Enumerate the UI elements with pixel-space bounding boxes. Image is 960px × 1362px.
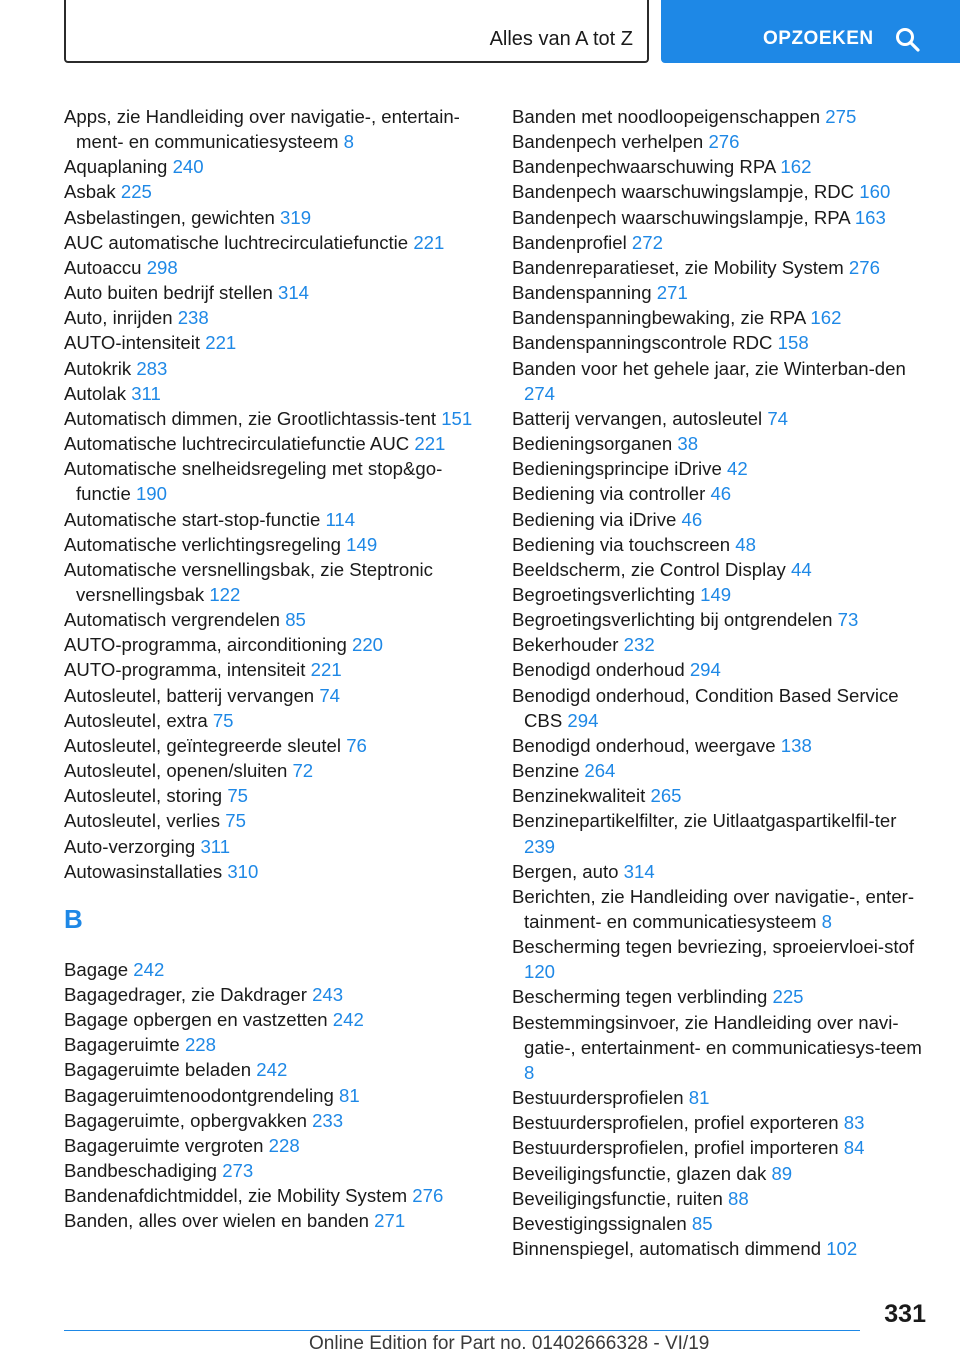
index-entry-text: Bagage opbergen en vastzetten: [64, 1009, 328, 1031]
index-entry-text: Bediening via iDrive: [512, 508, 677, 530]
page-link[interactable]: 114: [325, 508, 356, 530]
index-entry: [512, 1085, 932, 1110]
page-link[interactable]: 162: [810, 307, 842, 329]
index-entry-text: Bestemmingsinvoer, zie Handleiding over navi-gatie-, entertainment- en communicatiesys-teem: [512, 1011, 922, 1058]
page-link[interactable]: 314: [277, 282, 310, 304]
index-entry: [64, 708, 474, 733]
page-link[interactable]: 242: [332, 1009, 364, 1031]
index-entry-text: AUTO-programma, intensiteit: [64, 659, 306, 681]
index-entry: [512, 934, 932, 984]
index-entry-text: Bagage: [64, 958, 129, 980]
index-entry: [64, 758, 474, 783]
index-tab[interactable]: [64, 0, 649, 63]
index-entry-text: AUTO-intensiteit: [64, 332, 201, 354]
index-entry: [64, 733, 474, 758]
index-entry: [512, 1211, 932, 1236]
page-link[interactable]: 274: [524, 382, 556, 404]
index-entry-text: Bandenreparatieset, zie Mobility System: [512, 256, 844, 278]
page-link[interactable]: 265: [650, 785, 682, 807]
index-entry-text: Benodigd onderhoud, Condition Based Service CBS: [512, 684, 899, 731]
page-link[interactable]: 243: [312, 984, 344, 1005]
page-link[interactable]: 225: [120, 181, 152, 203]
page-link[interactable]: 102: [826, 1238, 858, 1260]
page-link[interactable]: 264: [584, 760, 616, 782]
index-entry-text: Banden met noodloopeigenschappen: [512, 106, 821, 127]
index-entry-text: Automatisch vergrendelen: [64, 609, 281, 631]
index-entry-text: Bedieningsorganen: [512, 433, 673, 455]
index-entry-text: Begroetingsverlichting bij ontgrendelen: [512, 609, 833, 631]
index-entry-text: Auto, inrijden: [64, 307, 173, 329]
index-entry-text: Bagageruimte vergroten: [64, 1134, 264, 1156]
page-link[interactable]: 120: [524, 961, 556, 983]
index-entry-text: Bandenpech verhelpen: [512, 131, 704, 153]
index-entry-text: Autosleutel, verlies: [64, 810, 221, 832]
index-entry: [512, 305, 932, 330]
index-entry: [512, 507, 932, 532]
search-icon: [895, 27, 921, 53]
index-entry: [64, 982, 474, 1007]
index-entry: [512, 657, 932, 682]
index-entry: [512, 1186, 932, 1211]
index-entry: [512, 230, 932, 255]
index-entry: [64, 230, 474, 255]
index-entry: [64, 1208, 474, 1233]
index-entry: [64, 1133, 474, 1158]
page-link[interactable]: 89: [771, 1162, 793, 1184]
index-entry: [64, 456, 474, 506]
index-entry-text: Autolak: [64, 382, 127, 404]
index-entry-text: Bagageruimte beladen: [64, 1059, 252, 1081]
index-entry: [512, 1161, 932, 1186]
index-entry: [64, 154, 474, 179]
index-entry: [512, 129, 932, 154]
page-link[interactable]: 319: [280, 206, 312, 228]
page-link[interactable]: 271: [374, 1210, 406, 1232]
page-link[interactable]: 273: [222, 1160, 254, 1182]
index-entry-text: Bestuurdersprofielen, profiel importeren: [512, 1137, 839, 1159]
page-link[interactable]: 242: [133, 958, 165, 980]
index-entry: [512, 406, 932, 431]
page-link[interactable]: 84: [843, 1137, 865, 1159]
index-entry-text: Batterij vervangen, autosleutel: [512, 407, 763, 429]
index-entry: [64, 205, 474, 230]
index-entry: [64, 330, 474, 355]
index-entry-text: Autoaccu: [64, 256, 142, 278]
page-link[interactable]: 85: [691, 1212, 713, 1234]
index-entry-text: Beveiligingsfunctie, glazen dak: [512, 1162, 767, 1184]
index-entry-text: Automatische luchtrecirculatiefunctie AUC: [64, 433, 410, 455]
page-link[interactable]: 298: [146, 256, 178, 278]
index-entry: [512, 179, 932, 204]
page-link[interactable]: 38: [677, 433, 699, 455]
index-entry-text: Bandenspanningscontrole RDC: [512, 332, 773, 354]
page-link[interactable]: 158: [777, 332, 809, 354]
index-entry-text: Bandenafdichtmiddel, zie Mobility System: [64, 1185, 408, 1207]
index-entry: [64, 255, 474, 280]
index-entry-text: Autosleutel, extra: [64, 709, 208, 731]
page-link[interactable]: 228: [184, 1034, 216, 1056]
index-entry: [64, 104, 474, 154]
index-entry: [512, 356, 932, 406]
page-link[interactable]: 46: [681, 508, 703, 530]
index-entry-text: Banden voor het gehele jaar, zie Winterban-den: [512, 357, 906, 379]
page-link[interactable]: 283: [136, 357, 168, 379]
index-tab-label: Alles van A tot Z: [489, 28, 633, 50]
page-link[interactable]: 149: [700, 583, 732, 605]
page-link[interactable]: 242: [256, 1059, 288, 1081]
index-entry-text: Bagageruimtenoodontgrendeling: [64, 1084, 334, 1106]
page-link[interactable]: 314: [623, 860, 655, 882]
index-entry-text: Automatische versnellingsbak, zie Steptronic versnellingsbak: [64, 558, 433, 605]
page-link[interactable]: 8: [343, 131, 354, 153]
page-link[interactable]: 75: [212, 709, 234, 731]
page-link[interactable]: 160: [859, 181, 891, 203]
page-link[interactable]: 75: [227, 785, 248, 807]
index-entry: [512, 255, 932, 280]
index-entry-text: Bediening via controller: [512, 483, 706, 505]
page-link[interactable]: 42: [726, 458, 748, 480]
index-entry-text: Bandenspanning: [512, 282, 652, 304]
index-entry: [64, 683, 474, 708]
index-entry: [64, 1083, 474, 1108]
index-entry: [64, 607, 474, 632]
index-entry-text: Bediening via touchscreen: [512, 533, 731, 555]
page-link[interactable]: 85: [285, 609, 306, 631]
index-entry: [512, 557, 932, 582]
index-entry: [512, 984, 932, 1009]
page-link[interactable]: 221: [310, 659, 342, 681]
index-entry: [512, 783, 932, 808]
page-link[interactable]: 149: [346, 533, 378, 555]
index-entry: [64, 657, 474, 682]
page-link[interactable]: 311: [131, 382, 161, 404]
page-link[interactable]: 271: [656, 282, 688, 304]
index-entry: [512, 481, 932, 506]
index-entry: [512, 859, 932, 884]
index-entry-text: Benodigd onderhoud: [512, 659, 685, 681]
page-link[interactable]: 276: [848, 256, 880, 278]
index-entry-text: Autosleutel, geïntegreerde sleutel: [64, 734, 342, 756]
edition-footer: Online Edition for Part no. 01402666328 - VI/19: [309, 1333, 710, 1354]
index-entry: [64, 957, 474, 982]
index-entry: [64, 381, 474, 406]
page-link[interactable]: 8: [524, 1061, 535, 1083]
page-link[interactable]: 44: [791, 558, 812, 580]
page-link[interactable]: 46: [710, 483, 732, 505]
index-entry: [512, 104, 932, 129]
index-entry-text: Bagagedrager, zie Dakdrager: [64, 984, 307, 1005]
page-link[interactable]: 239: [524, 835, 556, 857]
index-entry: [64, 507, 474, 532]
index-entry-text: Begroetingsverlichting: [512, 583, 695, 605]
index-entry-text: Benzinepartikelfilter, zie Uitlaatgaspartikelfil-ter: [512, 810, 897, 832]
index-entry-text: Bandenpech waarschuwingslampje, RDC: [512, 181, 855, 203]
index-column-left: [64, 104, 474, 1234]
index-entry: [64, 859, 474, 884]
index-entry-text: Beveiligingsfunctie, ruiten: [512, 1187, 723, 1209]
index-entry: [512, 808, 932, 858]
page-link[interactable]: 272: [631, 231, 663, 253]
index-entry: [64, 1183, 474, 1208]
index-entry-text: Beeldscherm, zie Control Display: [512, 558, 786, 580]
index-entry-text: Autosleutel, batterij vervangen: [64, 684, 315, 706]
page-link[interactable]: 276: [708, 131, 740, 153]
index-entry-text: Bestuurdersprofielen: [512, 1087, 684, 1109]
index-entry: [512, 1110, 932, 1135]
index-entry: [64, 783, 474, 808]
index-entry-text: Benzine: [512, 760, 580, 782]
page-link[interactable]: 240: [172, 156, 204, 178]
index-entry-text: Automatische start-stop-functie: [64, 508, 321, 530]
index-entry-text: AUTO-programma, airconditioning: [64, 634, 347, 656]
page-link[interactable]: 83: [843, 1112, 865, 1134]
index-entry: [512, 431, 932, 456]
index-entry-text: Bedieningsprincipe iDrive: [512, 458, 722, 480]
footer-divider: [64, 1330, 860, 1331]
page-link[interactable]: 76: [346, 734, 367, 756]
index-entry-text: Autokrik: [64, 357, 132, 379]
index-entry-text: Automatische snelheidsregeling met stop&go-functie: [64, 458, 443, 505]
page-link[interactable]: 228: [268, 1134, 300, 1156]
page-link[interactable]: 72: [292, 760, 314, 782]
index-entry: [64, 1057, 474, 1082]
page-link[interactable]: 233: [312, 1109, 344, 1131]
index-entry-text: Automatisch dimmen, zie Grootlichtassis-tent: [64, 407, 437, 429]
page-link[interactable]: 310: [227, 860, 259, 882]
index-entry-text: Bevestigingssignalen: [512, 1212, 687, 1234]
search-button[interactable]: [661, 0, 960, 63]
index-entry-text: Auto buiten bedrijf stellen: [64, 282, 273, 304]
page-link[interactable]: 75: [225, 810, 246, 832]
page-link[interactable]: 238: [177, 307, 209, 329]
section-letter: B: [64, 903, 83, 934]
page-link[interactable]: 81: [688, 1087, 710, 1109]
index-entry: [512, 280, 932, 305]
index-entry: [512, 683, 932, 733]
index-entry-text: Bergen, auto: [512, 860, 619, 882]
index-column-right: [512, 104, 932, 1261]
page-link[interactable]: 294: [689, 659, 721, 681]
index-entry: [64, 305, 474, 330]
page-link[interactable]: 190: [135, 483, 167, 505]
index-entry: [512, 582, 932, 607]
index-entry: [512, 1236, 932, 1261]
page-link[interactable]: 73: [837, 609, 859, 631]
index-entry: [512, 456, 932, 481]
index-entry: [512, 733, 932, 758]
index-entry-text: Bekerhouder: [512, 634, 619, 656]
index-entry-text: Bestuurdersprofielen, profiel exporteren: [512, 1112, 839, 1134]
index-entry: [64, 431, 474, 456]
index-entry: [64, 1032, 474, 1057]
index-entry: [64, 1158, 474, 1183]
index-entry-text: Bandenpech waarschuwingslampje, RPA: [512, 206, 850, 228]
page-link[interactable]: 225: [772, 986, 804, 1008]
index-entry: [512, 330, 932, 355]
index-entry-text: Bagageruimte, opbergvakken: [64, 1109, 307, 1131]
index-entry-text: Bagageruimte: [64, 1034, 180, 1056]
index-entry: [512, 607, 932, 632]
index-entry-text: Autosleutel, openen/sluiten: [64, 760, 288, 782]
page-link[interactable]: 138: [780, 734, 812, 756]
page-number: 331: [884, 1300, 926, 1328]
page-link[interactable]: 311: [200, 835, 231, 857]
index-entry-text: Bandenspanningbewaking, zie RPA: [512, 307, 806, 329]
index-entry: [64, 179, 474, 204]
index-entry: [512, 1135, 932, 1160]
index-entry: [64, 557, 474, 607]
index-entry-text: Benzinekwaliteit: [512, 785, 646, 807]
page-link[interactable]: 122: [209, 583, 241, 605]
index-entry: [512, 205, 932, 230]
index-entry-text: Bescherming tegen verblinding: [512, 986, 768, 1008]
page-link[interactable]: 8: [821, 911, 832, 932]
index-entry: [64, 532, 474, 557]
page-link[interactable]: 74: [319, 684, 340, 706]
index-entry: [512, 154, 932, 179]
index-entry: [64, 834, 474, 859]
page-link[interactable]: 220: [351, 634, 384, 656]
index-entry-text: Autowasinstallaties: [64, 860, 223, 882]
index-entry-text: Banden, alles over wielen en banden: [64, 1210, 369, 1232]
index-entry: [64, 632, 474, 657]
index-entry: [64, 406, 474, 431]
page-link[interactable]: 88: [728, 1187, 749, 1209]
index-entry: [512, 758, 932, 783]
index-entry-text: Automatische verlichtingsregeling: [64, 533, 341, 555]
index-entry-text: Bescherming tegen bevriezing, sproeiervloei-stof: [512, 936, 915, 958]
page-link[interactable]: 48: [735, 533, 756, 555]
index-entry: [512, 1010, 932, 1085]
page-link[interactable]: 163: [854, 206, 886, 228]
page-link[interactable]: 232: [623, 634, 655, 656]
index-entry-text: Auto-verzorging: [64, 835, 196, 857]
page-link[interactable]: 151: [441, 407, 473, 429]
index-entry-text: Asbak: [64, 181, 116, 203]
index-entry-text: Binnenspiegel, automatisch dimmend: [512, 1238, 822, 1260]
page-link[interactable]: 275: [825, 106, 857, 127]
index-entry-text: Berichten, zie Handleiding over navigatie-, enter-tainment- en communicatiesysteem: [512, 885, 915, 932]
page-link[interactable]: 276: [412, 1185, 444, 1207]
index-entry-text: Autosleutel, storing: [64, 785, 223, 807]
index-entry-text: Bandenprofiel: [512, 231, 627, 253]
index-entry: [64, 280, 474, 305]
index-entry-text: AUC automatische luchtrecirculatiefunctie: [64, 231, 409, 253]
page-link[interactable]: 294: [567, 709, 599, 731]
page-link[interactable]: 162: [780, 156, 812, 178]
page-link[interactable]: 221: [205, 332, 237, 354]
index-entry-text: Benodigd onderhoud, weergave: [512, 734, 776, 756]
index-entry-text: Bandenpechwaarschuwing RPA: [512, 156, 776, 178]
search-button-label: OPZOEKEN: [763, 28, 874, 49]
index-entry: [64, 808, 474, 833]
page-link[interactable]: 74: [767, 407, 788, 429]
index-entry-text: Apps, zie Handleiding over navigatie-, entertain-ment- en communicatiesysteem: [64, 106, 460, 153]
index-entry-text: Bandbeschadiging: [64, 1160, 218, 1182]
index-entry-text: Aquaplaning: [64, 156, 168, 178]
index-entry: [512, 632, 932, 657]
page-link[interactable]: 221: [414, 433, 446, 455]
page-link[interactable]: 81: [339, 1084, 360, 1106]
index-entry: [64, 1007, 474, 1032]
index-entry: [64, 356, 474, 381]
index-entry-text: Asbelastingen, gewichten: [64, 206, 275, 228]
index-entry: [512, 884, 932, 934]
index-entry: [64, 1108, 474, 1133]
page-link[interactable]: 221: [413, 231, 445, 253]
index-entry: [512, 532, 932, 557]
